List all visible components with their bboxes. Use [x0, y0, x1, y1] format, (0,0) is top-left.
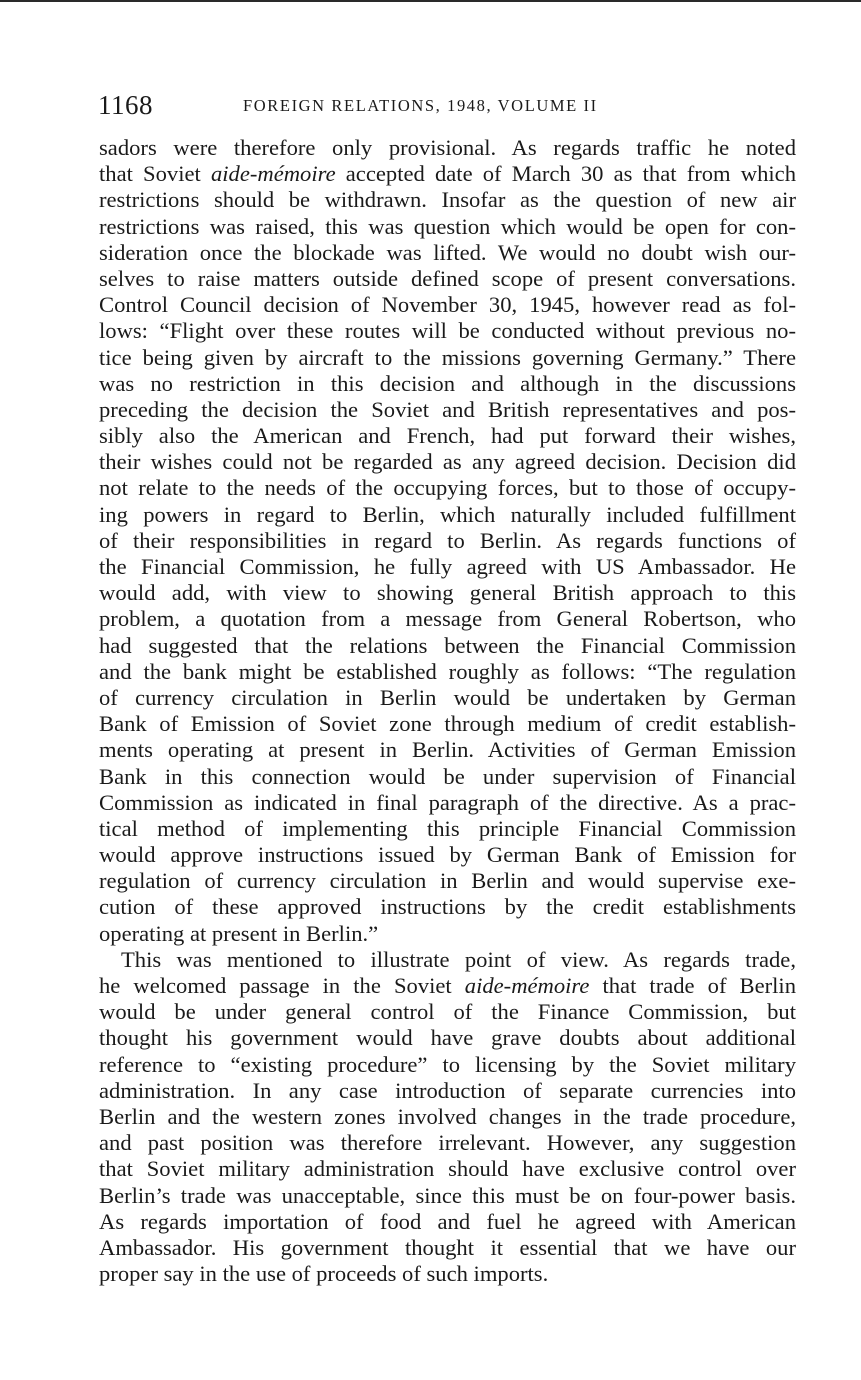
text-line: sadors were therefore only provisional. As regards traffic he noted	[99, 135, 796, 160]
text-line: cution of these approved instructions by the credit establishments	[99, 894, 796, 920]
text-line: tical method of implementing this principle Financial Commission	[99, 815, 796, 841]
italic-term: aide-mémoire	[464, 973, 590, 998]
text-line: that Soviet military administration should have exclusive control over	[99, 1156, 796, 1182]
running-head: FOREIGN RELATIONS, 1948, VOLUME II	[243, 96, 598, 115]
text-line: Commission as indicated in final paragraph of the directive. As a prac-	[99, 789, 796, 815]
italic-term: aide-mémoire	[210, 161, 336, 187]
text-line: of currency circulation in Berlin would be undertaken by German	[99, 684, 796, 710]
text-line: Bank in this connection would be under supervision of Financial	[99, 763, 796, 789]
text-line: Control Council decision of November 30, 1945, however read as fol-	[99, 292, 796, 318]
paragraph	[99, 135, 796, 947]
text-line: ing powers in regard to Berlin, which naturally included fulfillment	[99, 501, 796, 527]
text-line: tice being given by aircraft to the missions governing Germany.” There	[99, 344, 796, 370]
text-line: he welcomed passage in the Soviet aide-mémoire that trade of Berlin	[99, 973, 797, 998]
text-line: not relate to the needs of the occupying forces, but to those of occupy-	[99, 475, 796, 501]
text-line: preceding the decision the Soviet and British representatives and pos-	[99, 396, 796, 422]
text-line: their wishes could not be regarded as any agreed decision. Decision did	[99, 449, 796, 475]
text-line: had suggested that the relations between the Financial Commission	[99, 632, 796, 658]
text-line: was no restriction in this decision and although in the discussions	[99, 370, 796, 396]
text-line: lows: “Flight over these routes will be conducted without previous no-	[99, 318, 796, 344]
text-line: proper say in the use of proceeds of such imports.	[99, 1261, 549, 1287]
text-line: Berlin and the western zones involved changes in the trade procedure,	[99, 1103, 796, 1129]
text-line: operating at present in Berlin.”	[99, 920, 379, 946]
paragraph	[99, 947, 796, 1287]
text-line: Ambassador. His government thought it essential that we have our	[99, 1234, 796, 1260]
text-line: would approve instructions issued by German Bank of Emission for	[99, 842, 796, 868]
text-line: restrictions was raised, this was question which would be open for con-	[99, 213, 796, 239]
page-number: 1168	[98, 90, 153, 120]
text-line: would add, with view to showing general British approach to this	[99, 580, 796, 606]
top-edge-rule	[0, 0, 861, 2]
text-line: ments operating at present in Berlin. Activities of German Emission	[99, 737, 796, 763]
text-line: would be under general control of the Finance Commission, but	[99, 999, 796, 1025]
text-line: sideration once the blockade was lifted. We would no doubt wish our-	[99, 239, 796, 265]
text-line: problem, a quotation from a message from General Robertson, who	[99, 606, 796, 632]
text-line: that Soviet aide-mémoire accepted date of March 30 as that from which	[99, 161, 796, 187]
text-line: selves to raise matters outside defined scope of present conversations.	[99, 265, 796, 291]
text-line: and the bank might be established roughly as follows: “The regulation	[99, 658, 796, 684]
text-line: regulation of currency circulation in Berlin and would supervise exe-	[99, 868, 796, 894]
text-line: reference to “existing procedure” to licensing by the Soviet military	[99, 1051, 796, 1077]
text-line: restrictions should be withdrawn. Insofar as the question of new air	[99, 187, 796, 213]
text-line: Berlin’s trade was unacceptable, since this must be on four-power basis.	[99, 1182, 796, 1208]
text-line: of their responsibilities in regard to Berlin. As regards functions of	[99, 527, 796, 553]
text-line: sibly also the American and French, had put forward their wishes,	[99, 423, 796, 449]
text-line: and past position was therefore irrelevant. However, any suggestion	[99, 1130, 796, 1156]
text-line: thought his government would have grave doubts about additional	[99, 1025, 796, 1051]
text-line: Bank of Emission of Soviet zone through medium of credit establish-	[99, 711, 796, 737]
page-header	[98, 90, 798, 130]
text-line: This was mentioned to illustrate point of view. As regards trade,	[121, 946, 796, 972]
text-line: administration. In any case introduction of separate currencies into	[99, 1077, 796, 1103]
body-text	[99, 135, 796, 1287]
text-line: the Financial Commission, he fully agreed with US Ambassador. He	[99, 554, 796, 579]
text-line: As regards importation of food and fuel he agreed with American	[99, 1208, 796, 1234]
